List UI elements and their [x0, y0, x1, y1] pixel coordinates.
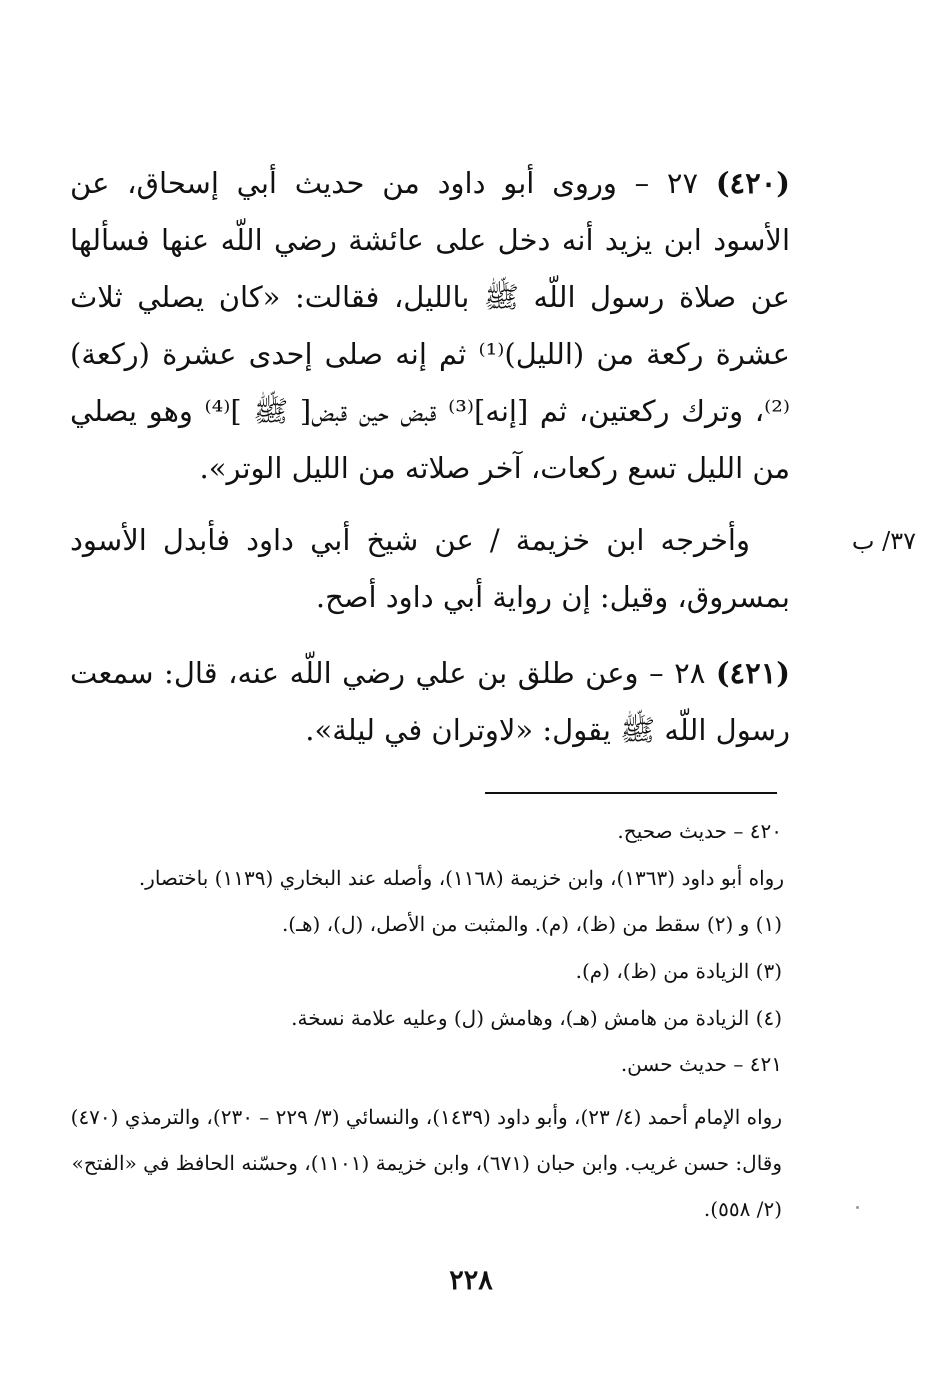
footnote-1-2: (١) و (٢) سقط من (ظ)، (م). والمثبت من الأصل، (ل)، (هـ). — [281, 912, 782, 936]
hadith-421-number: (٤٢١) — [715, 656, 791, 690]
footnote-420-grade: ٤٢٠ – حديث صحيح. — [617, 819, 782, 843]
footnote-420-sources: رواه أبو داود (١٣٦٣)، وابن خزيمة (١١٦٨)، وأصله عند البخاري (١١٣٩) باختصار. — [138, 866, 784, 890]
hadith-421-paragraph — [70, 645, 790, 759]
footnote-3: (٣) الزيادة من (ظ)، (م). — [575, 959, 782, 983]
footnote-421-grade: ٤٢١ – حديث حسن. — [620, 1052, 782, 1076]
hadith-420-text: ٢٧ – وروى أبو داود من حديث أبي إسحاق، عن الأسود ابن يزيد أنه دخل على عائشة رضي اللّه عنها فسألها عن صلاة رسول اللّه ﷺ بالليل، فقالت: «كان يصلي ثلاث عشرة ركعة من (الليل)⁽¹⁾ ثم إنه صلى إحدى عشرة (ركعة)⁽²⁾، وترك ركعتين، ثم [إنه]⁽³⁾ قبض حين قبض[ ﷺ ]⁽⁴⁾ وهو يصلي من الليل تسع ركعات، آخر صلاته من الليل الوتر». — [70, 166, 790, 485]
ibn-khuzayma-note-text: وأخرجه ابن خزيمة / عن شيخ أبي داود فأبدل الأسود بمسروق، وقيل: إن رواية أبي داود أصح. — [70, 523, 790, 614]
ibn-khuzayma-note-paragraph — [70, 512, 790, 626]
footnote-4: (٤) الزيادة من هامش (هـ)، وهامش (ل) وعليه علامة نسخة. — [291, 1006, 782, 1030]
scan-speck — [856, 1206, 859, 1209]
footnote-separator — [485, 792, 777, 794]
hadith-420-paragraph — [70, 155, 790, 497]
hadith-420-number: (٤٢٠) — [715, 166, 791, 200]
hadith-421-text: ٢٨ – وعن طلق بن علي رضي اللّه عنه، قال: سمعت رسول اللّه ﷺ يقول: «لاوتران في ليلة». — [70, 656, 790, 747]
footnote-421-sources: رواه الإمام أحمد (٤/ ٢٣)، وأبو داود (١٤٣٩)، والنسائي (٣/ ٢٢٩ – ٢٣٠)، والترمذي (٤٧٠) وقال: حسن غريب. وابن حبان (٦٧١)، وابن خزيمة (١١٠١)، وحسّنه الحافظ في «الفتح» (٢/ ٥٥٨). — [70, 1105, 782, 1221]
page-number: ٢٢٨ — [449, 1265, 493, 1296]
manuscript-folio-marker: ٣٧/ ب — [851, 527, 916, 555]
